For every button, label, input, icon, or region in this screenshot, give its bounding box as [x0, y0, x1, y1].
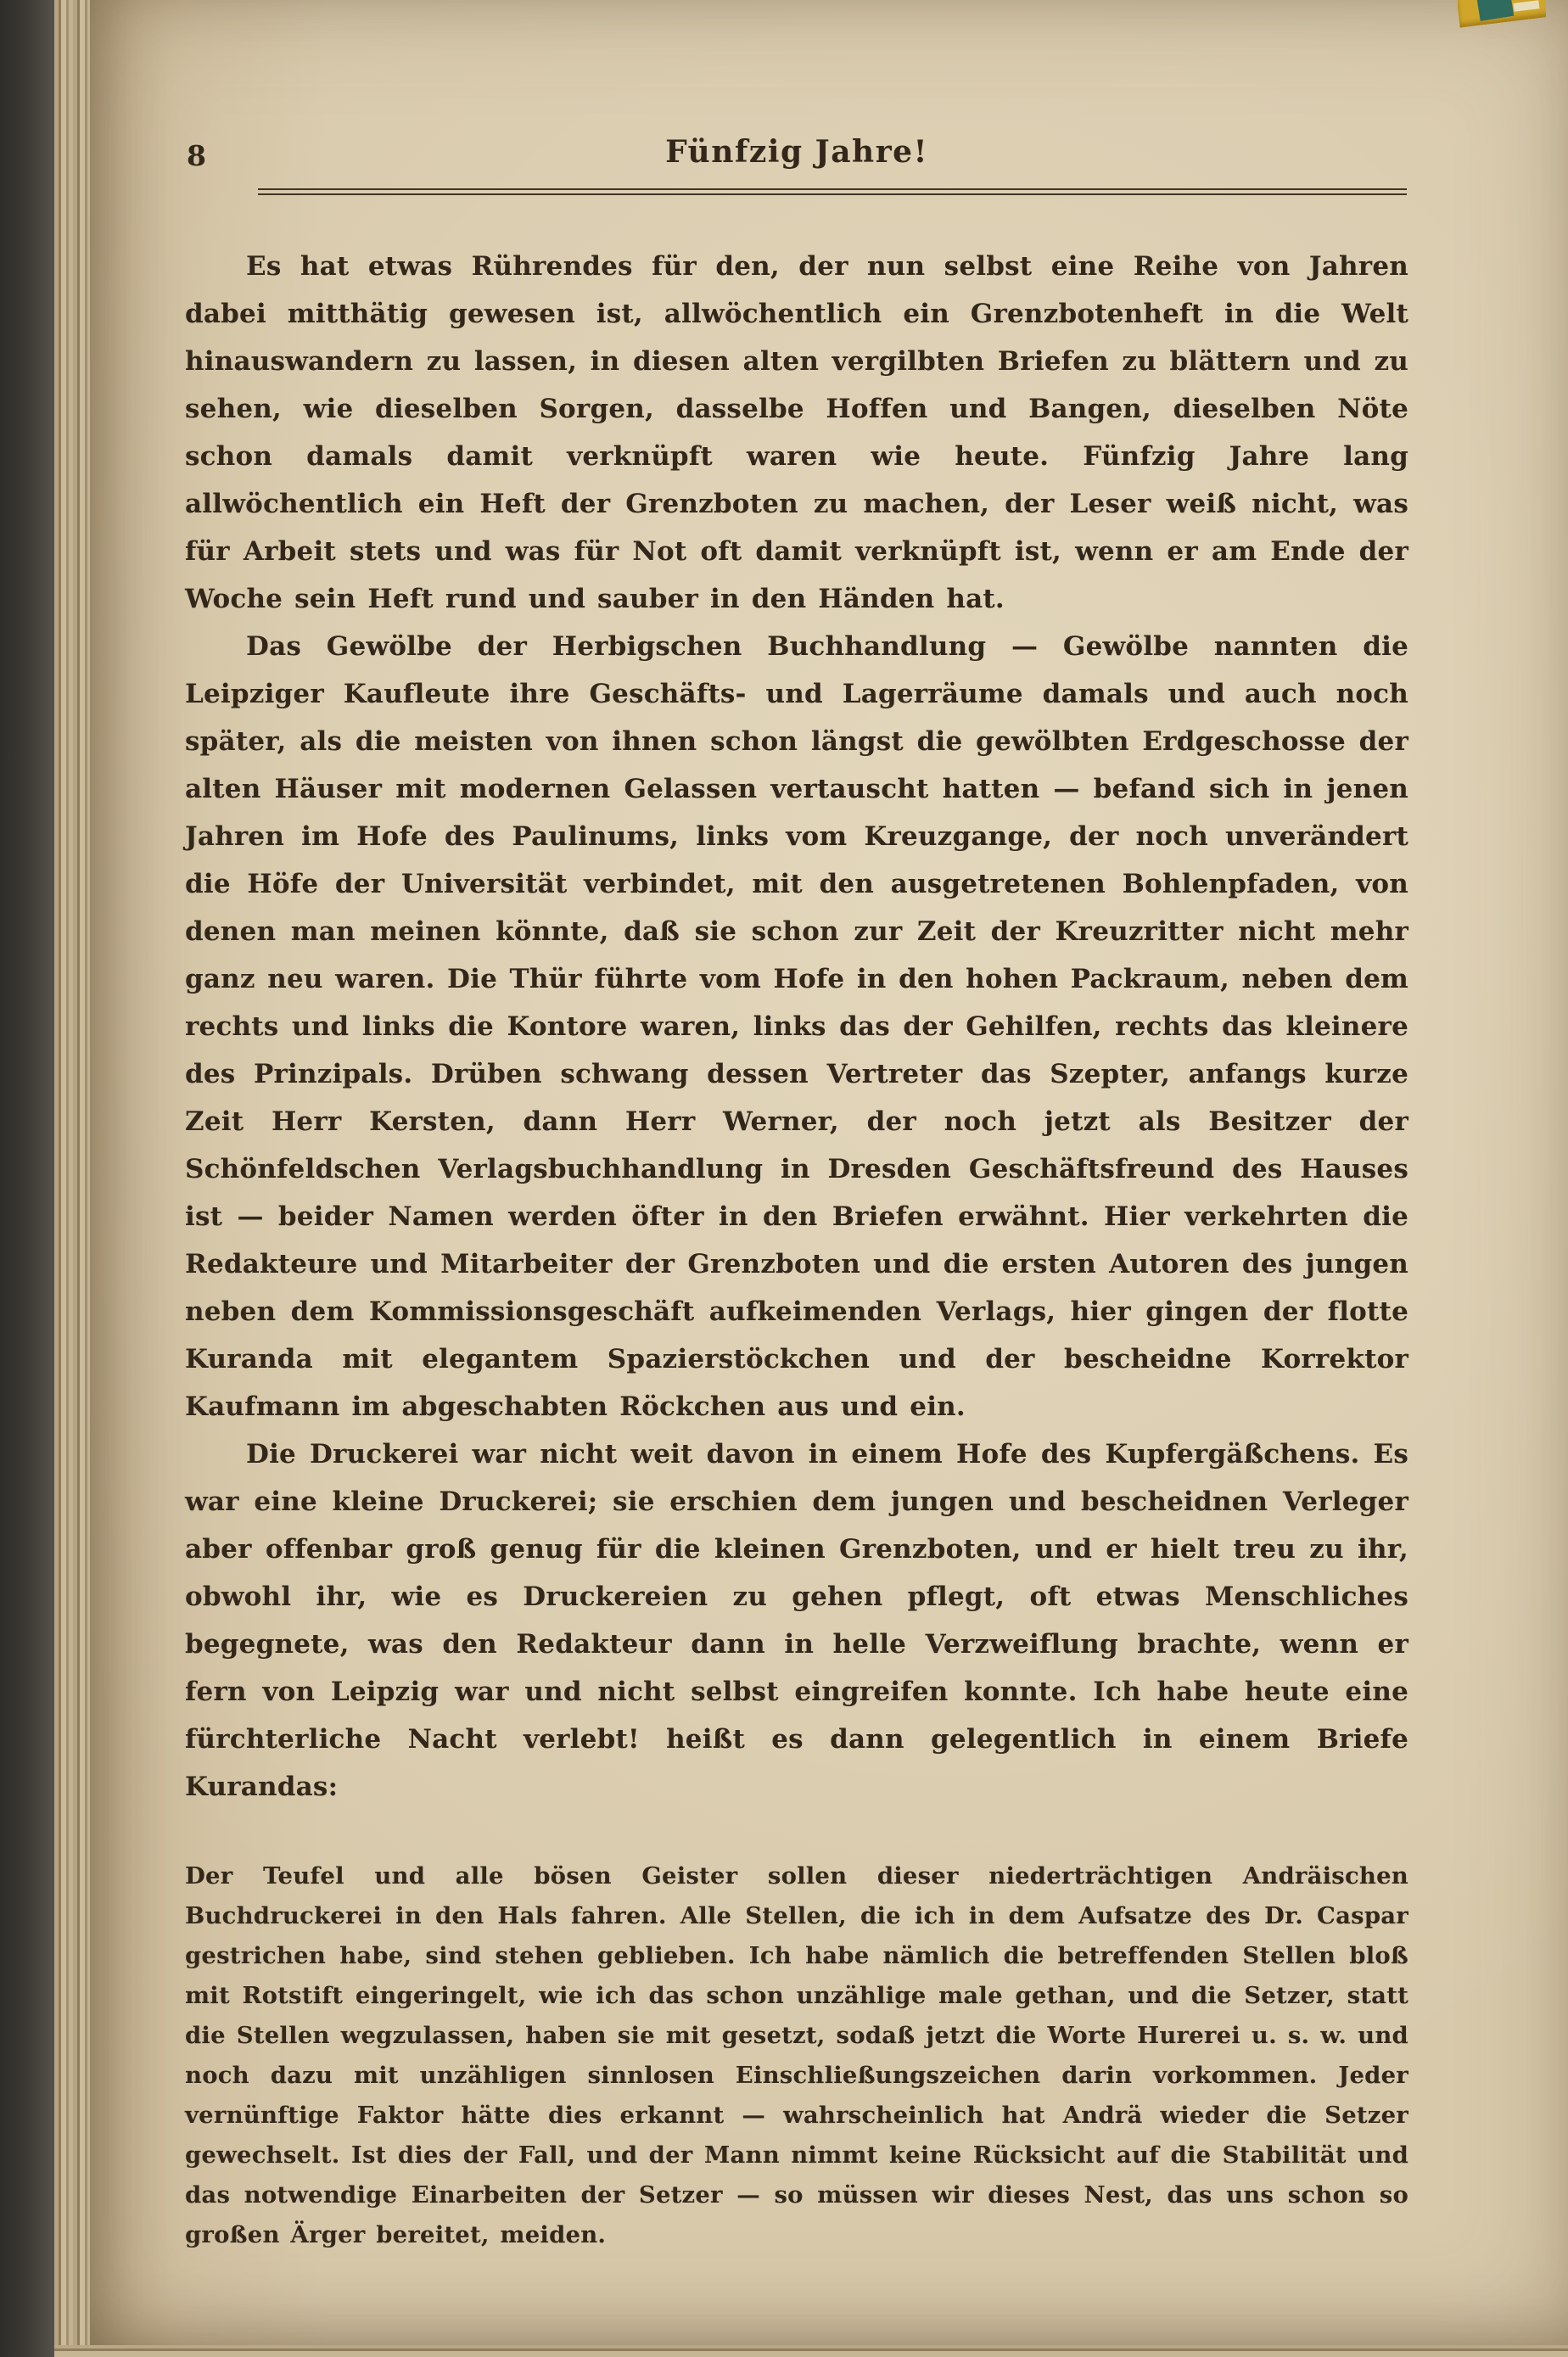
body-paragraph: Es hat etwas Rührendes für den, der nun selbst eine Reihe von Jahren dabei mitthätig gewesen ist, allwöchentlich ein Grenzbotenheft in die Welt hinauswandern zu lassen, in diesen alten vergilbten Briefen zu blättern und zu sehen, wie dieselben Sorgen, dasselbe Hoffen und Bangen, dieselben Nöte schon damals damit verknüpft waren wie heute. Fünfzig Jahre lang allwöchentlich ein Heft der Grenzboten zu machen, der Leser weiß nicht, was für Arbeit stets und was für Not oft damit verknüpft ist, wenn er am Ende der Woche sein Heft rund und sauber in den Händen hat. — [185, 251, 1408, 614]
book-gutter-edge — [0, 0, 54, 2357]
page-edge-stack-left — [54, 0, 90, 2357]
body-paragraph: Die Druckerei war nicht weit davon in einem Hofe des Kupfergäßchens. Es war eine kleine Druckerei; sie erschien dem jungen und bescheidnen Verleger aber offenbar groß genug für die kleinen Grenzboten, und er hielt treu zu ihr, obwohl ihr, wie es Druckereien zu gehen pflegt, oft etwas Menschliches begegnete, was den Redakteur dann in helle Verzweiflung brachte, wenn er fern von Leipzig war und nicht selbst eingreifen konnte. Ich habe heute eine fürchterliche Nacht verlebt! heißt es dann gelegentlich in einem Briefe Kurandas: — [185, 1439, 1408, 1802]
corner-bookmark-accent — [1458, 0, 1546, 39]
running-header-title: Fünfzig Jahre! — [665, 134, 928, 170]
body-paragraph: Das Gewölbe der Herbigschen Buchhandlung — Gewölbe nannten die Leipziger Kaufleute ihre Geschäfts- und Lagerräume damals und auch noch später, als die meisten von ihnen schon längst die gewölbten Erdgeschosse der alten Häuser mit modernen Gelassen vertauscht hatten — befand sich in jenen Jahren im Hofe des Paulinums, links vom Kreuzgange, der noch unverändert die Höfe der Universität verbindet, mit den ausgetretenen Bohlenpfaden, von denen man meinen könnte, daß sie schon zur Zeit der Kreuzritter nicht mehr ganz neu waren. Die Thür führte vom Hofe in den hohen Packraum, neben dem rechts und links die Kontore waren, links das der Gehilfen, rechts das kleinere des Prinzipals. Drüben schwang dessen Vertreter das Szepter, anfangs kurze Zeit Herr Kersten, dann Herr Werner, der noch jetzt als Besitzer der Schönfeldschen Verlagsbuchhandlung in Dresden Geschäftsfreund des Hauses ist — beider Namen werden öfter in den Briefen erwähnt. Hier verkehrten die Redakteure und Mitarbeiter der Grenzboten und die ersten Autoren des jungen neben dem Kommissionsgeschäft aufkeimenden Verlags, hier gingen der flotte Kuranda mit elegantem Spazierstöckchen und der bescheidne Korrektor Kaufmann im abgeschabten Röckchen aus und ein. — [185, 631, 1408, 1422]
letter-quote: Der Teufel und alle bösen Geister sollen dieser niederträchtigen Andräischen Buchdruckerei in den Hals fahren. Alle Stellen, die ich in dem Aufsatze des Dr. Caspar gestrichen habe, sind stehen geblieben. Ich habe nämlich die betreffenden Stellen bloß mit Rotstift eingeringelt, wie ich das schon unzählige male gethan, und die Setzer, statt die Stellen wegzulassen, haben sie mit gesetzt, sodaß jetzt die Worte Hurerei u. s. w. und noch dazu mit unzähligen sinnlosen Einschließungszeichen darin vorkommen. Jeder vernünftige Faktor hätte dies erkannt — wahrscheinlich hat Andrä wieder die Setzer gewechselt. Ist dies der Fall, und der Mann nimmt keine Rücksicht auf die Stabilität und das notwendige Einarbeiten der Setzer — so müssen wir dieses Nest, das uns schon so großen Ärger bereitet, meiden. — [185, 1862, 1408, 2248]
body-text — [185, 243, 1408, 2255]
page-number: 8 — [187, 139, 206, 172]
page-edge-stack-bottom — [54, 2345, 1568, 2357]
page-header — [185, 134, 1408, 175]
page-paper — [90, 0, 1568, 2345]
header-double-rule — [258, 188, 1407, 195]
page-content — [185, 0, 1408, 2255]
